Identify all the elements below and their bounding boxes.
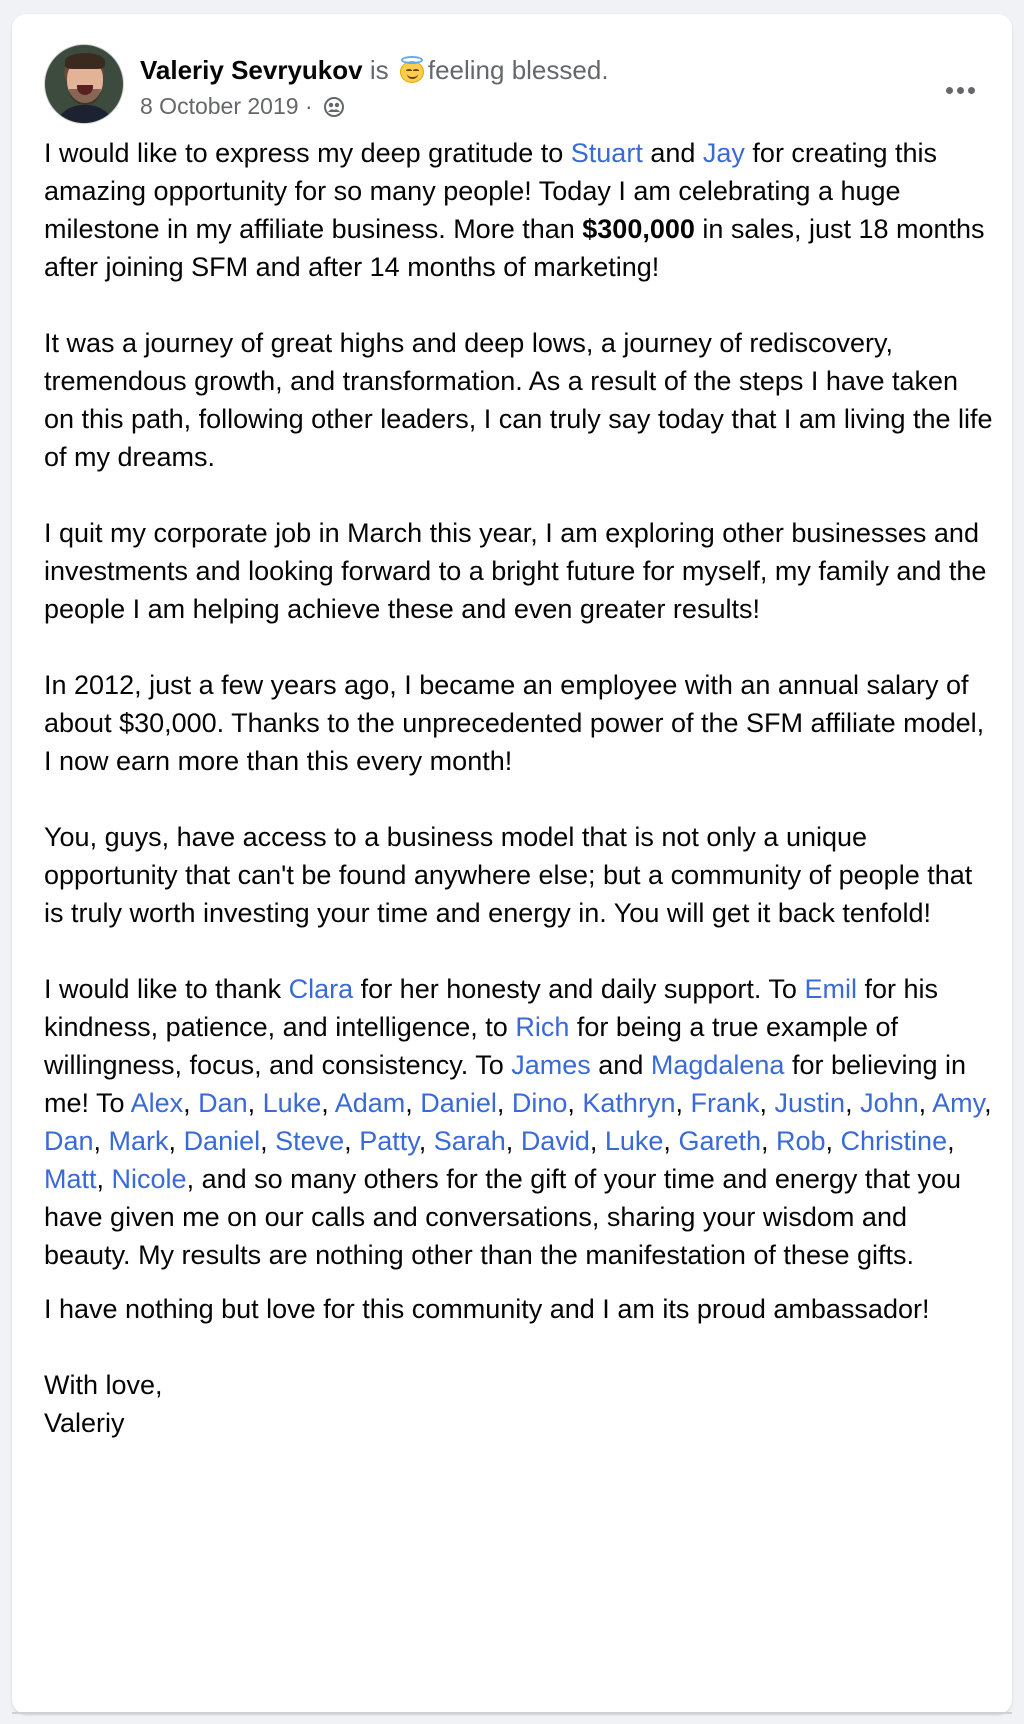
- separator: ,: [567, 1088, 583, 1118]
- activity-prefix: is: [369, 55, 389, 85]
- separator: ,: [759, 1088, 775, 1118]
- group-icon[interactable]: [323, 96, 345, 118]
- signature: Valeriy: [44, 1408, 125, 1438]
- paragraph-5: You, guys, have access to a business model that is not only a unique opportunity that can't be found anywhere else; but a community of people that is truly worth investing your time and energy in. You will get it back tenfold!: [44, 822, 973, 928]
- separator: ,: [96, 1164, 112, 1194]
- mention-dan[interactable]: Dan: [198, 1088, 248, 1118]
- mention-justin[interactable]: Justin: [774, 1088, 846, 1118]
- post-body: [44, 134, 994, 1442]
- mention-daniel[interactable]: Daniel: [183, 1126, 261, 1156]
- mention-luke[interactable]: Luke: [262, 1088, 322, 1118]
- mention-gareth[interactable]: Gareth: [678, 1126, 761, 1156]
- post-card: [12, 14, 1012, 1714]
- separator: ,: [663, 1126, 679, 1156]
- date-separator: ·: [304, 93, 313, 119]
- separator: ,: [505, 1126, 521, 1156]
- author-line: [140, 54, 609, 86]
- separator: ,: [247, 1088, 263, 1118]
- mention-alex[interactable]: Alex: [130, 1088, 184, 1118]
- mention-adam[interactable]: Adam: [334, 1088, 406, 1118]
- text: for creating this amazing opportunity for so many people! Today I am celebrating a huge milestone in my affiliate business. More than: [44, 138, 938, 244]
- text: for being a true example of willingness, focus, and consistency. To: [44, 1012, 899, 1080]
- author-name[interactable]: Valeriy Sevryukov: [140, 55, 363, 85]
- separator: ,: [825, 1126, 841, 1156]
- mention-clara[interactable]: Clara: [288, 974, 354, 1004]
- mention-frank[interactable]: Frank: [690, 1088, 760, 1118]
- paragraph-2: It was a journey of great highs and deep lows, a journey of rediscovery, tremendous growth, and transformation. As a result of the steps I have taken on this path, following other leaders, I can truly say today that I am living the life of my dreams.: [44, 328, 993, 472]
- mention-rob[interactable]: Rob: [776, 1126, 826, 1156]
- post-header: [44, 38, 984, 138]
- paragraph-6: [44, 970, 994, 1274]
- paragraph-1: [44, 134, 994, 286]
- mention-nicole[interactable]: Nicole: [111, 1164, 187, 1194]
- mention-john[interactable]: John: [860, 1088, 919, 1118]
- post-date[interactable]: 8 October 2019: [140, 93, 299, 119]
- mention-steve[interactable]: Steve: [275, 1126, 345, 1156]
- separator: ,: [918, 1088, 933, 1118]
- text: , and so many others for the gift of your time and energy that you have given me on our calls and conversations, sharing your wisdom and beauty. My results are nothing other than the manifestation of these gifts.: [44, 1164, 961, 1270]
- mention-david[interactable]: David: [520, 1126, 590, 1156]
- text: and: [590, 1050, 651, 1080]
- activity-text[interactable]: feeling blessed.: [427, 55, 609, 85]
- mention-james[interactable]: James: [511, 1050, 591, 1080]
- mention-dan[interactable]: Dan: [44, 1126, 94, 1156]
- mention-rich[interactable]: Rich: [515, 1012, 570, 1042]
- separator: ,: [589, 1126, 605, 1156]
- paragraph-3: I quit my corporate job in March this year, I am exploring other businesses and investments and looking forward to a bright future for myself, my family and the people I am helping achieve these and even greater results!: [44, 518, 987, 624]
- separator: ,: [344, 1126, 360, 1156]
- mention-amy[interactable]: Amy: [932, 1088, 985, 1118]
- mention-mark[interactable]: Mark: [108, 1126, 169, 1156]
- mention-dino[interactable]: Dino: [511, 1088, 568, 1118]
- separator: ,: [321, 1088, 335, 1118]
- separator: ,: [405, 1088, 421, 1118]
- separator: ,: [984, 1088, 992, 1118]
- text: I would like to express my deep gratitude to: [44, 138, 571, 168]
- mention-daniel[interactable]: Daniel: [420, 1088, 497, 1118]
- separator: ,: [760, 1126, 776, 1156]
- mention-emil[interactable]: Emil: [804, 974, 857, 1004]
- mention-patty[interactable]: Patty: [359, 1126, 419, 1156]
- author-avatar[interactable]: [44, 44, 124, 124]
- separator: ,: [675, 1088, 691, 1118]
- separator: ,: [496, 1088, 512, 1118]
- mention-stuart[interactable]: Stuart: [570, 138, 643, 168]
- mention-sarah[interactable]: Sarah: [433, 1126, 506, 1156]
- separator: ,: [183, 1088, 199, 1118]
- mention-magdalena[interactable]: Magdalena: [650, 1050, 785, 1080]
- more-options-icon[interactable]: [940, 70, 980, 110]
- text: for believing in me! To: [44, 1050, 967, 1118]
- separator: ,: [947, 1126, 955, 1156]
- mention-jay[interactable]: Jay: [702, 138, 745, 168]
- halo-smiley-icon: [398, 56, 426, 84]
- paragraph-7: I have nothing but love for this community and I am its proud ambassador!: [44, 1294, 930, 1324]
- separator: ,: [260, 1126, 276, 1156]
- mention-luke[interactable]: Luke: [604, 1126, 664, 1156]
- divider: [12, 1712, 1012, 1714]
- separator: ,: [168, 1126, 184, 1156]
- paragraph-4: In 2012, just a few years ago, I became an employee with an annual salary of about $30,000. Thanks to the unprecedented power of the SFM affiliate model, I now earn more than this every month!: [44, 670, 985, 776]
- mention-matt[interactable]: Matt: [44, 1164, 97, 1194]
- text: and: [642, 138, 703, 168]
- text: in sales, just 18 months after joining SFM and after 14 months of marketing!: [44, 214, 985, 282]
- text: for his kindness, patience, and intelligence, to: [44, 974, 938, 1042]
- text: for her honesty and daily support. To: [353, 974, 805, 1004]
- mention-christine[interactable]: Christine: [840, 1126, 948, 1156]
- separator: ,: [418, 1126, 434, 1156]
- mention-kathryn[interactable]: Kathryn: [582, 1088, 676, 1118]
- separator: ,: [93, 1126, 109, 1156]
- text: I would like to thank: [44, 974, 289, 1004]
- separator: ,: [845, 1088, 861, 1118]
- sign-off: With love,: [44, 1370, 163, 1400]
- sales-amount: $300,000: [582, 214, 695, 244]
- post-meta: [140, 92, 345, 120]
